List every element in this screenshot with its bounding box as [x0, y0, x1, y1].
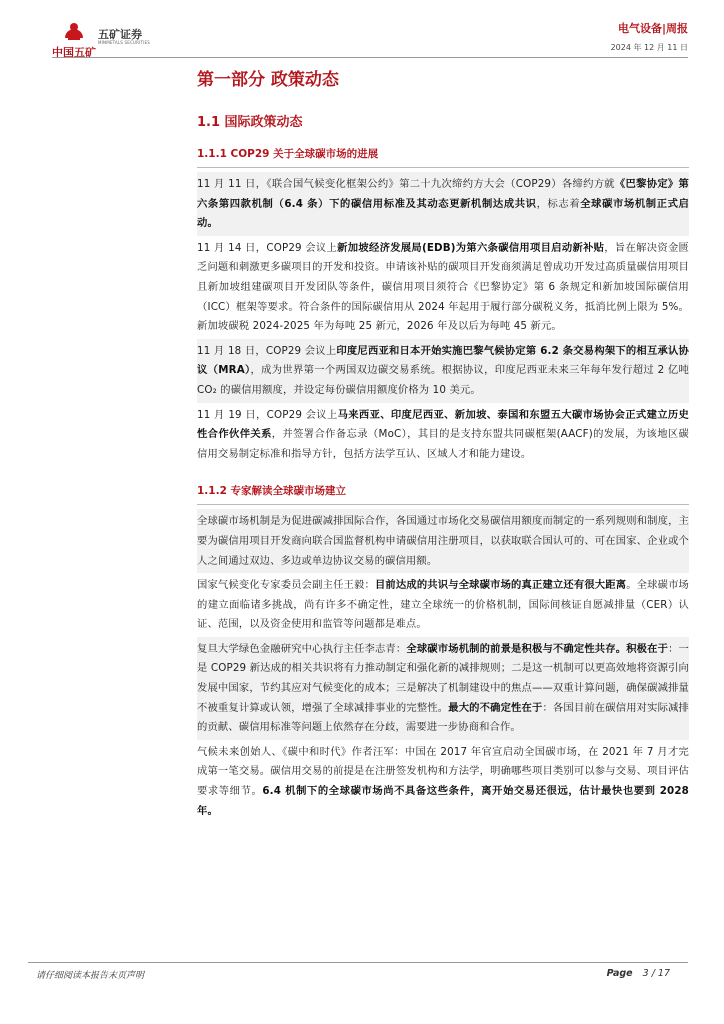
- emphasis-text: 全球碳市场机制正式启动。: [197, 197, 689, 230]
- page-label: Page: [606, 968, 633, 979]
- expert-paragraphs: [197, 509, 689, 823]
- paragraph-text: 气候未来创始人、《碳中和时代》作者汪军：中国在 2017 年官宣启动全国碳市场，在 2021 年 7 月才完成第一笔交易。碳信用交易的前提是在注册签发机构和方法学，明确哪些项目类别可以参与交易、项目评估要求等细节。: [197, 745, 689, 798]
- main-content: [197, 68, 689, 823]
- paragraph-text: 11 月 19 日，COP29 会议上: [197, 408, 338, 421]
- body-paragraph: [197, 740, 689, 823]
- company-logo: [52, 18, 192, 58]
- paragraph-text: 复旦大学绿色金融研究中心执行主任李志青：: [197, 642, 407, 655]
- paragraph-text: 11 月 14 日，COP29 会议上: [197, 241, 338, 254]
- page-indicator: [607, 968, 670, 979]
- body-paragraph: [197, 509, 689, 573]
- emphasis-text: 马来西亚、印度尼西亚、新加坡、泰国和东盟五大碳市场协会正式建立历史性合作伙伴关系: [197, 408, 689, 441]
- section-title: 1.1 国际政策动态: [197, 115, 303, 130]
- page-number: 3 / 17: [642, 968, 670, 979]
- emphasis-text: 印度尼西亚和日本开始实施巴黎气候协定第 6.2 条交易构架下的相互承认协议（MRA）: [197, 344, 689, 377]
- paragraph-text: ，旨在解决资金匮乏问题和刺激更多碳项目的开发和投资。申请该补贴的碳项目开发商须满足曾成功开发过高质量碳信用项目且新加坡组建碳项目开发团队等条件，碳信用项目须符合《巴黎协定》第 6 条规定和新加坡国际碳信用（ICC）框架等要求。符合条件的国际碳信用从 2024 年起用于履行部分碳税义务，抵消比例上限为 5%。新加坡碳税 2024-2025 年为每吨 25 新元，2026 年及以后为每吨 45 新元。: [197, 241, 690, 333]
- footer-divider: [28, 962, 688, 963]
- subsection-title-cop29: 1.1.1 COP29 关于全球碳市场的进展: [197, 148, 379, 160]
- paragraph-text: 全球碳市场机制是为促进碳减排国际合作，各国通过市场化交易碳信用额度而制定的一系列规则和制度，主要为碳信用项目开发商向联合国监督机构申请碳信用注册项目，以获取联合国认可的、可在国家、企业或个人之间通过双边、多边或单边协议交易的碳信用额。: [197, 515, 689, 567]
- emphasis-text: 最大的不确定性在于: [448, 701, 543, 714]
- paragraph-text: 国家气候变化专家委员会副主任王毅：: [197, 579, 375, 592]
- disclaimer-note: 请仔细阅读本报告末页声明: [36, 971, 145, 981]
- body-paragraph: [197, 339, 689, 403]
- body-paragraph: [197, 236, 689, 339]
- emphasis-text: 《巴黎协定》第六条第四款机制（6.4 条）下的碳信用标准及其动态更新机制达成共识: [197, 178, 689, 210]
- emphasis-text: 新加坡经济发展局(EDB)为第六条碳信用项目启动新补贴: [337, 241, 605, 254]
- body-paragraph: [197, 403, 689, 467]
- emphasis-text: 6.4 机制下的全球碳市场尚不具备这些条件，离开始交易还很远，估计最快也要到 2028 年。: [197, 785, 689, 817]
- emphasis-text: 全球碳市场机制的前景是积极与不确定性共存。积极在于: [406, 642, 669, 655]
- paragraph-text: ，标志着: [536, 197, 581, 210]
- paragraph-text: 。全球碳市场的建立面临诸多挑战，尚有许多不确定性，建立全球统一的价格机制，国际间核证自愿减排量（CER）认证、范围，以及资金使用和监管等问题都是难点。: [197, 579, 689, 631]
- report-header: [611, 20, 688, 53]
- part-title: 第一部分 政策动态: [197, 70, 339, 90]
- header-divider: [52, 57, 688, 58]
- paragraph-text: 11 月 18 日，COP29 会议上: [197, 344, 337, 357]
- paragraph-text: ，成为世界第一个两国双边碳交易系统。根据协议，印度尼西亚未来三年每年发行超过 2 亿吨 CO₂ 的碳信用额度，并设定每份碳信用额度价格为 10 美元。: [197, 364, 689, 396]
- brand-english: MINMETALS SECURITIES: [98, 40, 150, 45]
- paragraph-text: ，并签署合作备忘录（MoC），其目的是支持东盟共同碳框架(AACF)的发展，为该地区碳信用交易制定标准和指导方针，包括方法学互认、区域人才和能力建设。: [197, 428, 689, 460]
- brand-name: 五矿证券: [98, 28, 142, 41]
- paragraph-text: ：各国目前在碳信用对实际减排的贡献、碳信用标准等问题上依然存在分歧，需要进一步协商和合作。: [197, 701, 689, 734]
- body-paragraph: [197, 637, 689, 740]
- report-date: 2024 年 12 月 11 日: [610, 43, 688, 52]
- report-category: 电气设备|周报: [617, 22, 688, 35]
- subsection-divider: [197, 167, 689, 168]
- logo-chinese-text: 中国五矿: [52, 46, 96, 59]
- emphasis-text: 目前达成的共识与全球碳市场的真正建立还有很大距离: [374, 579, 627, 592]
- cop29-paragraphs: [197, 172, 689, 466]
- subsection-divider: [197, 504, 689, 505]
- body-paragraph: [197, 573, 689, 637]
- body-paragraph: [197, 172, 689, 236]
- paragraph-text: 11 月 11 日，《联合国气候变化框架公约》第二十九次缔约方大会（COP29）各缔约方就: [197, 178, 615, 190]
- minmetals-emblem-icon: [62, 18, 86, 42]
- subsection-title-expert: 1.1.2 专家解读全球碳市场建立: [197, 485, 347, 498]
- paragraph-text: ：一是 COP29 新达成的相关共识将有力推动制定和强化新的减排规则；二是这一机制可以更高效地将资源引向发展中国家，节约其应对气候变化的成本；三是解决了机制建设中的焦点——双重计算问题，确保碳减排量不被重复计算或认领，增强了全球减排事业的完整性。: [197, 642, 690, 714]
